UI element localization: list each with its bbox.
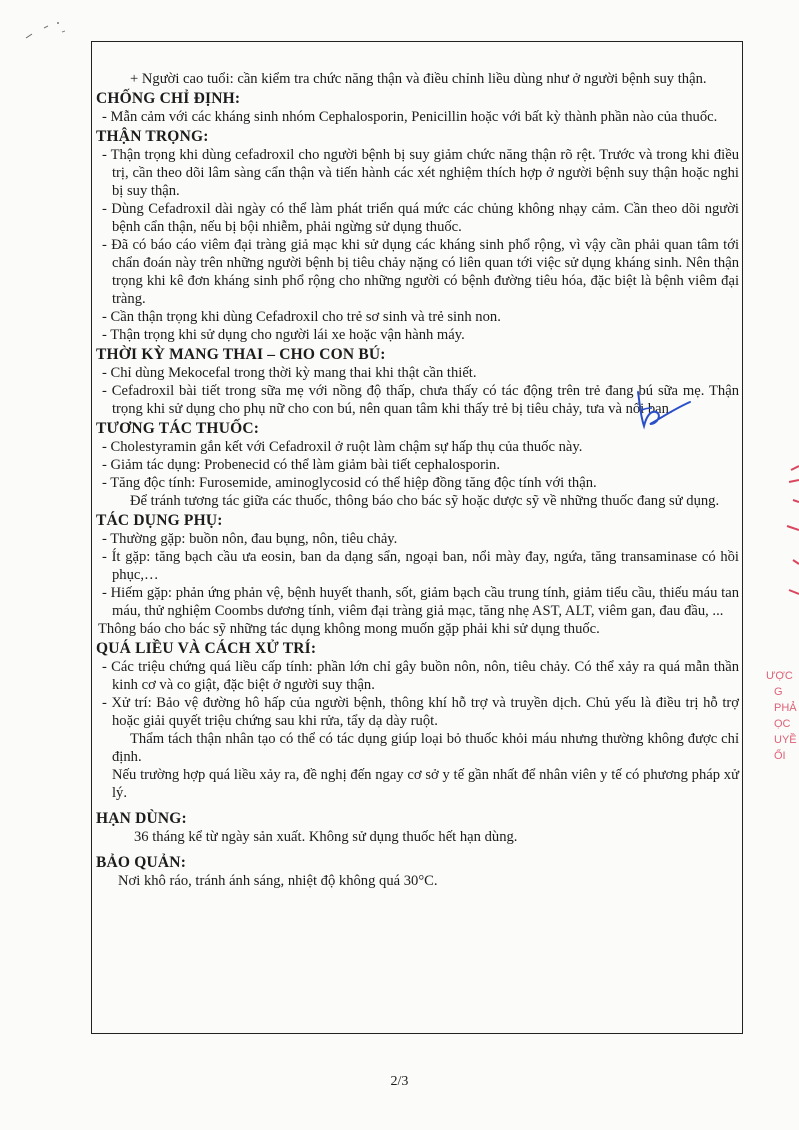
note-paragraph: Để tránh tương tác giữa các thuốc, thông báo cho bác sỹ hoặc dược sỹ về những thuốc đang sử dụng. [130, 493, 720, 509]
stamp-text-fragment: ỔI [774, 750, 786, 762]
note-paragraph: Thông báo cho bác sỹ những tác dụng không mong muốn gặp phải khi sử dụng thuốc. [98, 621, 600, 637]
bullet-item: - Thường gặp: buồn nôn, đau bụng, nôn, tiêu chảy. [102, 531, 398, 547]
stamp-text-fragment: PHẢ [774, 702, 797, 714]
section-heading: HẠN DÙNG: [96, 810, 187, 827]
section-heading: QUÁ LIỀU VÀ CÁCH XỬ TRÍ: [96, 640, 317, 657]
sub-item: + Người cao tuổi: cần kiểm tra chức năng thận và điều chỉnh liều dùng như ở người bệnh suy thận. [130, 71, 707, 87]
section-heading: TÁC DỤNG PHỤ: [96, 512, 223, 529]
bullet-item: - Cần thận trọng khi dùng Cefadroxil cho trẻ sơ sinh và trẻ sinh non. [102, 309, 501, 325]
stamp-text-fragment: UYỀ [774, 734, 797, 746]
bullet-item: - Đã có báo cáo viêm đại tràng giả mạc khi sử dụng các kháng sinh phổ rộng, vì vậy cần phải quan tâm tới chẩn đoán này trên những người bệnh bị tiêu chảy nặng có liên quan tới việc sử dụng kháng sinh. Nên thận trọng khi kê đơn kháng sinh phổ rộng cho những người có bệnh đường tiêu hóa, đặc biệt là bệnh viêm đại tràng. [102, 237, 739, 307]
bullet-item: - Tăng độc tính: Furosemide, aminoglycosid có thể hiệp đồng tăng độc tính với thận. [102, 475, 597, 491]
bullet-item: - Mẫn cảm với các kháng sinh nhóm Cephalosporin, Penicillin hoặc với bất kỳ thành phần nào của thuốc. [102, 109, 718, 125]
note-paragraph: Thẩm tách thận nhân tạo có thể có tác dụng giúp loại bỏ thuốc khỏi máu nhưng thường không được chỉ định. [112, 731, 739, 765]
bullet-item: - Dùng Cefadroxil dài ngày có thể làm phát triển quá mức các chủng không nhạy cảm. Cần theo dõi người bệnh cẩn thận, nếu bị bội nhiễm, phải ngừng sử dụng thuốc. [102, 201, 739, 235]
signature-mark [628, 382, 698, 432]
stamp-fragment [760, 668, 799, 764]
section-heading: THỜI KỲ MANG THAI – CHO CON BÚ: [96, 346, 386, 363]
bullet-item: - Thận trọng khi dùng cefadroxil cho người bệnh bị suy giảm chức năng thận rõ rệt. Trước và trong khi điều trị, cần theo dõi lâm sàng cẩn thận và tiến hành các xét nghiệm thích hợp ở người bệnh suy thận hoặc nghi bị suy thận. [102, 147, 739, 199]
bullet-item: - Thận trọng khi sử dụng cho người lái xe hoặc vận hành máy. [102, 327, 465, 343]
bullet-item: - Các triệu chứng quá liều cấp tính: phần lớn chỉ gây buồn nôn, nôn, tiêu chảy. Có thể xảy ra quá mẫn thần kinh cơ và co giật, đặc biệt ở người suy thận. [102, 659, 739, 693]
section-heading: THẬN TRỌNG: [96, 128, 209, 145]
stamp-text-fragment: ƯỢC [766, 670, 793, 682]
shelf-life-text: 36 tháng kể từ ngày sản xuất. Không sử dụng thuốc hết hạn dùng. [134, 829, 518, 845]
scan-marks [18, 14, 78, 44]
bullet-item: - Ít gặp: tăng bạch cầu ưa eosin, ban da dạng sẩn, ngoại ban, nổi mày đay, ngứa, tăng transaminase có hồi phục,… [102, 549, 739, 583]
section-heading: BẢO QUẢN: [96, 854, 187, 871]
stamp-text-fragment: ỌC [774, 718, 791, 730]
page-number: 2/3 [390, 1074, 409, 1089]
bullet-item: - Giảm tác dụng: Probenecid có thể làm giảm bài tiết cephalosporin. [102, 457, 500, 473]
section-heading: CHỐNG CHỈ ĐỊNH: [96, 90, 241, 107]
bullet-item: - Xử trí: Bảo vệ đường hô hấp của người bệnh, thông khí hỗ trợ và truyền dịch. Chủ yếu là điều trị hỗ trợ hoặc giải quyết triệu chứng sau khi rửa, tẩy dạ dày ruột. [102, 695, 739, 729]
bullet-item: - Cholestyramin gắn kết với Cefadroxil ở ruột làm chậm sự hấp thụ của thuốc này. [102, 439, 583, 455]
stamp-edge-mark [779, 430, 799, 630]
note-paragraph: Nếu trường hợp quá liều xảy ra, đề nghị đến ngay cơ sở y tế gần nhất để nhân viên y tế có phương pháp xử lý. [112, 767, 739, 801]
bullet-item: - Cefadroxil bài tiết trong sữa mẹ với nồng độ thấp, chưa thấy có tác động trên trẻ đang bú sữa mẹ. Thận trọng khi sử dụng cho phụ nữ cho con bú, nên quan tâm khi thấy trẻ bị tiêu chảy, tưa và nổi ban. [102, 383, 739, 417]
leaflet-content [96, 70, 739, 890]
bullet-item: - Chỉ dùng Mekocefal trong thời kỳ mang thai khi thật cần thiết. [102, 365, 477, 381]
section-heading: TƯƠNG TÁC THUỐC: [96, 420, 260, 437]
bullet-item: - Hiếm gặp: phản ứng phản vệ, bệnh huyết thanh, sốt, giảm bạch cầu trung tính, giảm tiểu cầu, thiếu máu tan máu, thử nghiệm Coombs dương tính, viêm đại tràng giả mạc, tăng nhẹ AST, ALT, viêm gan, đau đầu, ... [102, 585, 739, 619]
stamp-text-fragment: G [774, 686, 783, 698]
storage-text: Nơi khô ráo, tránh ánh sáng, nhiệt độ không quá 30°C. [118, 873, 438, 889]
